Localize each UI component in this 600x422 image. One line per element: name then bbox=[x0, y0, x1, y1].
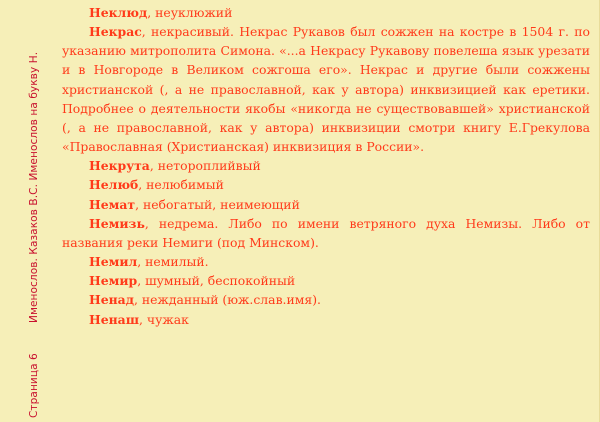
entry-name: Некрас bbox=[89, 24, 142, 40]
list-item bbox=[62, 175, 590, 194]
list-item bbox=[62, 3, 590, 22]
list-item bbox=[62, 156, 590, 175]
entry-text: , нелюбимый bbox=[138, 177, 224, 193]
entry-text: , некрасивый. Некрас Рукавов был сожжен на костре в 1504 г. по указанию митрополита Симона. «...а Некрасу Рукавову повелеша язык урезати и в Новгороде в Великом сожгоша его». Некрас и другие были сожжены христианской (, а не православной, как у автора) инквизицией как еретики. Подробнее о деятельности якобы «никогда не существовавшей» христианской (, а не православной, как у автора) инквизиции смотри книгу Е.Грекулова «Православная (Христианская) инквизиция в России». bbox=[62, 24, 590, 155]
entry-name: Немил bbox=[89, 254, 138, 270]
entry-name: Немир bbox=[89, 273, 138, 289]
entry-text: , недрема. Либо по имени ветряного духа Немизы. Либо от названия реки Немиги (под Минском). bbox=[62, 215, 590, 250]
entry-name: Некрута bbox=[89, 158, 150, 174]
list-item bbox=[62, 195, 590, 214]
entry-text: , нежданный (юж.слав.имя). bbox=[133, 292, 321, 308]
list-item bbox=[62, 252, 590, 271]
side-title bbox=[28, 18, 40, 418]
entry-text: , неуклюжий bbox=[147, 5, 233, 20]
book-title: Именослов. Казаков В.С. Именослов на букву Н. bbox=[28, 51, 40, 323]
list-item bbox=[62, 214, 590, 252]
list-item bbox=[62, 22, 590, 156]
entry-name: Неклюд bbox=[89, 5, 148, 20]
entry-name: Немизь bbox=[89, 215, 145, 231]
list-item bbox=[62, 271, 590, 290]
entry-name: Ненаш bbox=[89, 311, 140, 327]
entry-text: , немилый. bbox=[137, 254, 209, 270]
page-number: Страница 6 bbox=[28, 353, 40, 418]
list-item bbox=[62, 290, 590, 309]
entry-name: Немат bbox=[89, 196, 136, 212]
list-item bbox=[62, 310, 590, 329]
entries-list bbox=[62, 3, 590, 329]
entry-text: , шумный, беспокойный bbox=[137, 273, 296, 289]
entry-name: Ненад bbox=[89, 292, 134, 308]
entry-text: , небогатый, неимеющий bbox=[135, 196, 300, 212]
entry-text: , нетороплийвый bbox=[149, 158, 261, 174]
entry-text: , чужак bbox=[139, 311, 189, 327]
entry-name: Нелюб bbox=[89, 177, 139, 193]
